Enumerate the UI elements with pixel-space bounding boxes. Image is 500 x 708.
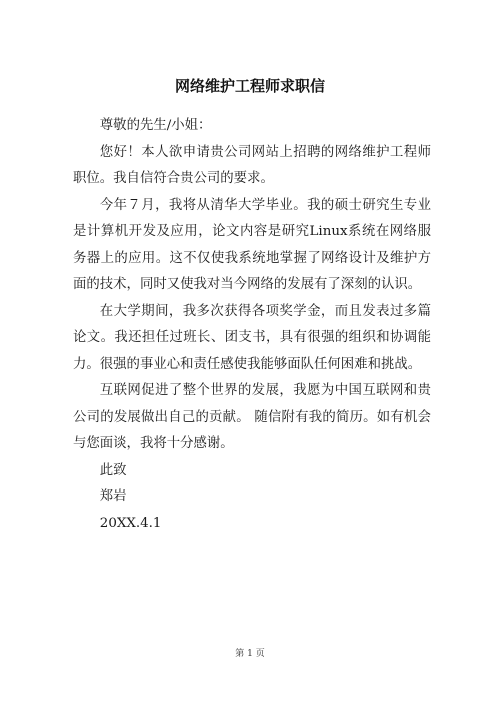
paragraph-education: 今年７月，我将从清华大学毕业。我的硕士研究生专业是计算机开发及应用，论文内容是研究Linux系统在网络服务器上的应用。这不仅使我系统地掌握了网络设计及维护方面的技术，同时又使我对当今网络的发展有了深刻的认识。: [73, 197, 431, 292]
date: 20XX.4.1: [99, 515, 162, 531]
document-title: 网络维护工程师求职信: [174, 77, 325, 95]
paragraph-greeting: 您好！本人欲申请贵公司网站上招聘的网络维护工程师职位。我自信符合贵公司的要求。: [73, 144, 431, 186]
paragraph-achievements: 在大学期间，我多次获得各项奖学金，而且发表过多篇论文。我还担任过班长、团支书，具有很强的组织和协调能力。很强的事业心和责任感使我能够面队任何困难和挑战。: [73, 303, 431, 372]
paragraph-conclusion: 互联网促进了整个世界的发展，我愿为中国互联网和贵公司的发展做出自己的贡献。 随信附有我的简历。如有机会与您面谈，我将十分感谢。: [73, 383, 431, 451]
salutation: 尊敬的先生/小姐：: [99, 118, 212, 133]
signature: 郑岩: [99, 489, 127, 504]
page-number: 第 1 页: [235, 649, 265, 659]
letter-body: [73, 113, 431, 537]
closing: 此致: [99, 462, 127, 478]
